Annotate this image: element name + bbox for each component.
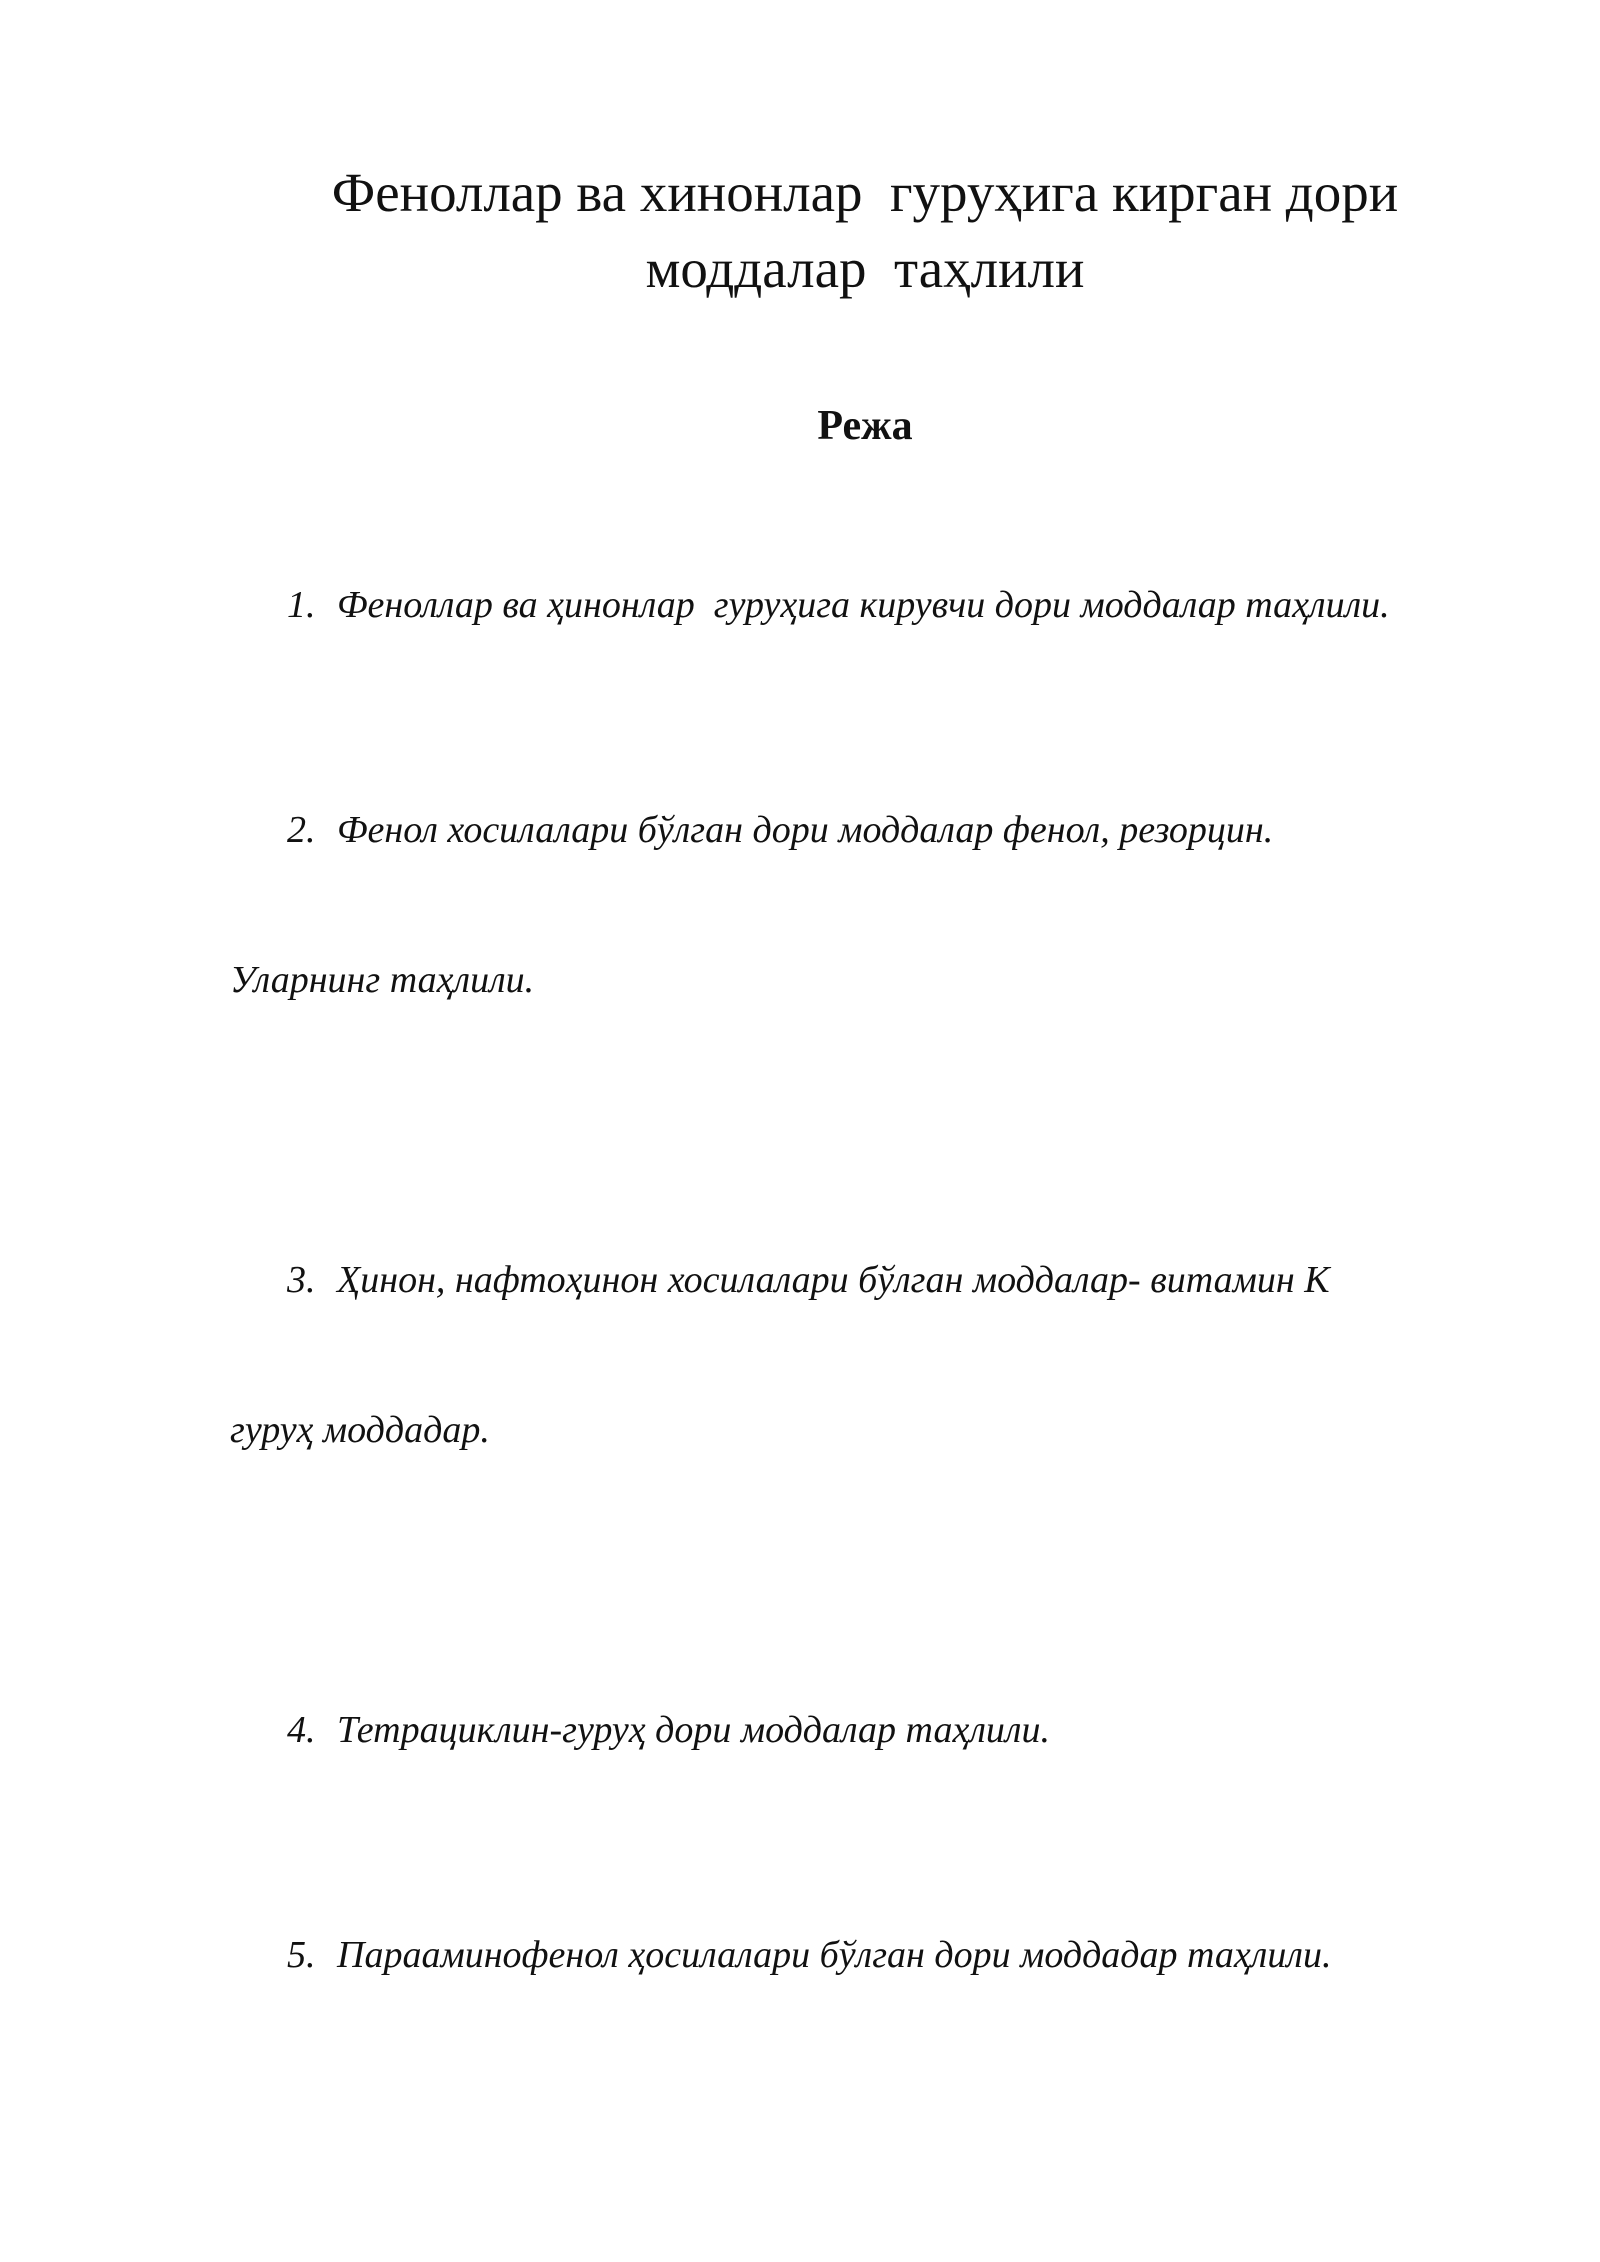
plan-item: [230, 1618, 1530, 1843]
plan-list: [230, 493, 1530, 2068]
document-title-line-2: моддалар таҳлили: [645, 238, 1085, 299]
plan-item-continuation: Уларнинг таҳлили.: [230, 959, 535, 1001]
plan-item-number: 3.: [287, 1259, 316, 1301]
plan-item-text: Парааминофенол ҳосилалари бўлган дори моддадар таҳлили.: [337, 1934, 1332, 1976]
plan-item-number: 2.: [287, 809, 316, 851]
plan-item-number: 5.: [287, 1934, 316, 1976]
plan-item: [230, 493, 1530, 718]
plan-item: [230, 1168, 1530, 1618]
plan-item-text: Тетрациклин-гуруҳ дори моддалар таҳлили.: [337, 1709, 1050, 1751]
plan-item-continuation: гуруҳ моддадар.: [230, 1409, 490, 1451]
plan-heading: Режа: [817, 403, 913, 449]
plan-item: [230, 1843, 1530, 2068]
plan-item-text: Фенол хосилалари бўлган дори моддалар фенол, резорцин.: [337, 809, 1274, 851]
plan-item-text: Феноллар ва ҳинонлар гуруҳига кирувчи дори моддалар таҳлили.: [337, 584, 1390, 626]
plan-item: [230, 718, 1530, 1168]
plan-item-number: 1.: [287, 584, 316, 626]
plan-item-number: 4.: [287, 1709, 316, 1751]
plan-item-text: Ҳинон, нафтоҳинон хосилалари бўлган моддалар- витамин К: [337, 1259, 1330, 1301]
document-title: [200, 155, 1530, 307]
document-title-line-1: Феноллар ва хинонлар гуруҳига кирган дори: [331, 162, 1399, 223]
